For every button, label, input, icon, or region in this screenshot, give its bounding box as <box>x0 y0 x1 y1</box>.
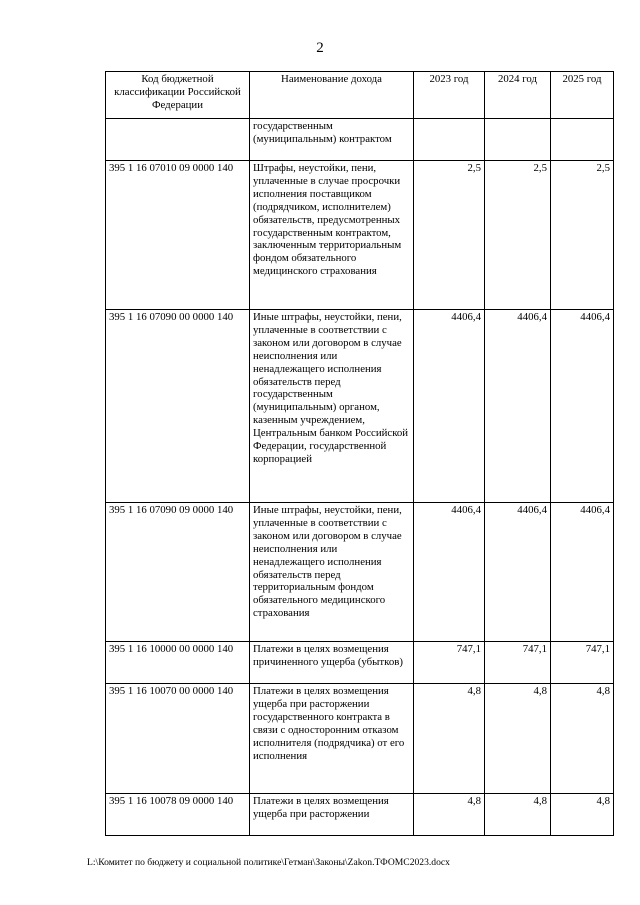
row-value-2023 <box>414 119 485 161</box>
row-value-2023: 4,8 <box>414 794 485 836</box>
row-name: Платежи в целях возмещения причиненного ущерба (убытков) <box>250 642 414 684</box>
row-value-2025: 4,8 <box>551 684 614 794</box>
row-value-2024: 4406,4 <box>485 503 551 642</box>
table-row <box>106 794 614 836</box>
row-code: 395 1 16 07090 00 0000 140 <box>106 310 250 503</box>
row-value-2025: 747,1 <box>551 642 614 684</box>
row-code: 395 1 16 07090 09 0000 140 <box>106 503 250 642</box>
row-code: 395 1 16 07010 09 0000 140 <box>106 161 250 310</box>
row-code: 395 1 16 10000 00 0000 140 <box>106 642 250 684</box>
table-row <box>106 642 614 684</box>
row-value-2025: 4,8 <box>551 794 614 836</box>
row-value-2024: 2,5 <box>485 161 551 310</box>
table-row <box>106 310 614 503</box>
row-name: Иные штрафы, неустойки, пени, уплаченные в соответствии с законом или договором в случае неисполнения или ненадлежащего исполнения обязательств перед государственным (муниципальным) органом, казенным учреждением, Центральным банком Российской Федерации, государственной корпорацией <box>250 310 414 503</box>
row-value-2024 <box>485 119 551 161</box>
revenue-table <box>105 71 614 836</box>
file-path-footer: L:\Комитет по бюджету и социальной политике\Гетман\Законы\Zakon.ТФОМС2023.docx <box>87 857 450 868</box>
row-value-2023: 4406,4 <box>414 310 485 503</box>
row-value-2023: 2,5 <box>414 161 485 310</box>
header-code: Код бюджетной классификации Российской Федерации <box>106 72 250 119</box>
table-row <box>106 503 614 642</box>
row-name: Платежи в целях возмещения ущерба при расторжении <box>250 794 414 836</box>
row-value-2023: 4,8 <box>414 684 485 794</box>
row-value-2025 <box>551 119 614 161</box>
header-2023: 2023 год <box>414 72 485 119</box>
row-value-2024: 4406,4 <box>485 310 551 503</box>
row-value-2023: 747,1 <box>414 642 485 684</box>
header-name: Наименование дохода <box>250 72 414 119</box>
row-name: Штрафы, неустойки, пени, уплаченные в случае просрочки исполнения поставщиком (подрядчиком, исполнителем) обязательств, предусмотренных государственным контрактом, заключенным территориальным фондом обязательного медицинского страхования <box>250 161 414 310</box>
table-header-row <box>106 72 614 119</box>
table-row <box>106 119 614 161</box>
row-value-2024: 4,8 <box>485 794 551 836</box>
row-name: Иные штрафы, неустойки, пени, уплаченные в соответствии с законом или договором в случае неисполнения или ненадлежащего исполнения обязательств перед территориальным фондом обязательного медицинского страхования <box>250 503 414 642</box>
row-code <box>106 119 250 161</box>
header-2025: 2025 год <box>551 72 614 119</box>
row-code: 395 1 16 10078 09 0000 140 <box>106 794 250 836</box>
row-name: государственным (муниципальным) контрактом <box>250 119 414 161</box>
page-number: 2 <box>316 40 324 56</box>
row-value-2025: 2,5 <box>551 161 614 310</box>
table-row <box>106 161 614 310</box>
row-value-2025: 4406,4 <box>551 310 614 503</box>
row-value-2024: 747,1 <box>485 642 551 684</box>
row-code: 395 1 16 10070 00 0000 140 <box>106 684 250 794</box>
row-value-2023: 4406,4 <box>414 503 485 642</box>
row-value-2025: 4406,4 <box>551 503 614 642</box>
table-row <box>106 684 614 794</box>
header-2024: 2024 год <box>485 72 551 119</box>
row-name: Платежи в целях возмещения ущерба при расторжении государственного контракта в связи с односторонним отказом исполнителя (подрядчика) от его исполнения <box>250 684 414 794</box>
row-value-2024: 4,8 <box>485 684 551 794</box>
